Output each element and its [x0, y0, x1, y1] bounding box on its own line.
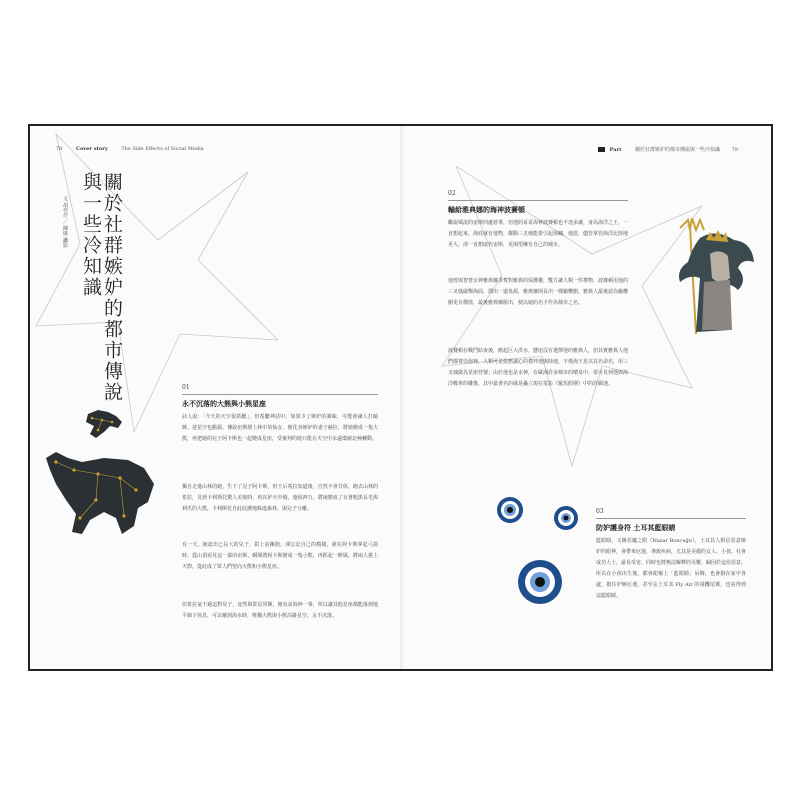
left-page-number: 78 [56, 146, 63, 152]
paragraph: 但希拉氣不過這對母子，竟然與眾星同輝，便央求海神一事，所以讓其他星座都能落到地平線下休息，可以戴到海水時，唯獨大熊與小熊高掛星空，永不沉落。 [182, 602, 378, 619]
section-divider [182, 394, 378, 395]
paragraph: 詩人說：「今天的天空很希臘」，但希臘神話中，如果少了嫉妒的調味，可能會讓人打瞌睡。達星空也點綴，傳說宙斯戀上林中的仙女，便化身嫉妒的妻子赫拉，將她變成一隻大熊，再把她的兒子阿卡斯也一起變成星座，受審判的她只能在天空中永遠環繞北極轉動。 [182, 414, 378, 442]
part-label: Part [609, 147, 622, 153]
section-label: Cover story [75, 146, 108, 152]
paragraph: 他曾與智慧女神雅典娜爭奪對雅典的保護權，雙方讓人類一件禮物，波賽頓用他的三叉戟敲擊海面，湧出一道泉源，雅典娜則長出一棵橄欖樹，雅典人最後認為橄欖樹更有價值，最後雅典娜勝出，便以她的名字作為城市之名。 [448, 278, 629, 306]
left-running-header [56, 146, 204, 152]
paragraph: 獨自走進山林的她，生下了兒子阿卡斯，但王后希拉知道後，自然不會甘休，跑去山林的希拉，見到卡利斯托驚人美貌時，再次妒火中燒，施展神力，將她變成了有著粗黑長毛與利爪的大熊，卡利斯托自此庇護地躲進森林，與兒子分離。 [182, 484, 378, 512]
magazine-spread [28, 124, 773, 671]
poseidon-illustration [630, 218, 760, 338]
right-running-header [598, 146, 738, 153]
article-title: 關於社群嫉妒的都市傳說與一些冷知識 [80, 172, 123, 403]
byline: 文 胡亭仔 ／ 陳康 攝影 [62, 196, 68, 248]
evil-eye-large [518, 560, 562, 604]
series-label: The Side Effects of Social Media [121, 146, 204, 152]
left-page [30, 126, 402, 669]
section-title-02: 輸給雅典娜的海神波賽頓 [448, 206, 525, 214]
paragraph: 有一天，她認出已長大的兒子，拔上前擁抱，渾忘記自己的模樣，就在阿卡斯拿起弓箭時，從山頂看見這一幕的宙斯，瞬間將阿卡斯變成一隻小熊，再抓起一陣風，將兩人捲上天際，從此成了眾人們望向大熊和小熊星座。 [182, 542, 378, 570]
evil-eye-small-right [554, 506, 578, 530]
paragraph: 波賽頓在戰鬥結束後，掀起巨大洪水，懸崖沒有選擇他的雅典人，但其實雅典人他們都尊崇海神，人類可是依舊誠心的禮拜他與陸地，不僅海王星以其名命名，用三叉戟做為星座符號；由於他也是水神，在歐洲許多城市的噴泉中，常可見到他與海洋戰車的雕像，其中最著名的就是矗立現在電影《羅馬假期》中的許願池。 [448, 348, 629, 387]
section-title-03: 防妒護身符 土耳其藍眼睛 [596, 524, 676, 532]
section-number-03: 03 [596, 508, 604, 515]
paragraph: 繼說風流的宙斯四處惹事，但他的哥哥海神波賽頓也不遑多讓，身為海洋之王，一直想起來，海底就有他物，鄰動三叉戟能排引起海嘯、地震，儘管掌管海洋比陸地更大，卻一直想取代宙斯，更渴望擁有自己的城市。 [448, 220, 629, 248]
great-bear-illustration [42, 448, 160, 538]
evil-eye-small-left [497, 497, 523, 523]
section-divider [596, 518, 746, 519]
section-number-02: 02 [448, 190, 456, 197]
evil-eye-illustration [492, 492, 602, 612]
book-icon [598, 147, 605, 152]
section-divider [448, 200, 628, 201]
section-number-01: 01 [182, 384, 190, 391]
right-page-number: 79 [731, 147, 738, 153]
right-header-text: 關於社群嫉妒的都市傳說與一些冷知識 [635, 147, 721, 153]
right-page [402, 126, 773, 669]
section-title-01: 永不沉落的大熊與小熊星座 [182, 400, 266, 408]
small-bear-illustration [82, 408, 130, 442]
paragraph: 藍眼睛，又稱惡魔之眼（Nazar Boncuğu），土耳其人相信惡意嫉妒的眼神，會帶來厄運，導致疾病，尤其是美麗的女人、小孩、社會成功人士，最易受害，同時也將無法解釋的災難，歸因於這份惡意，所以在小孩出生後，都會配戴上「藍眼睛」吊飾，也會掛在家中各處，擋住妒嫉厄運，甚至在土耳其 Fly Air 的飛機尾翼，也看得到這藍眼睛。 [596, 538, 747, 599]
